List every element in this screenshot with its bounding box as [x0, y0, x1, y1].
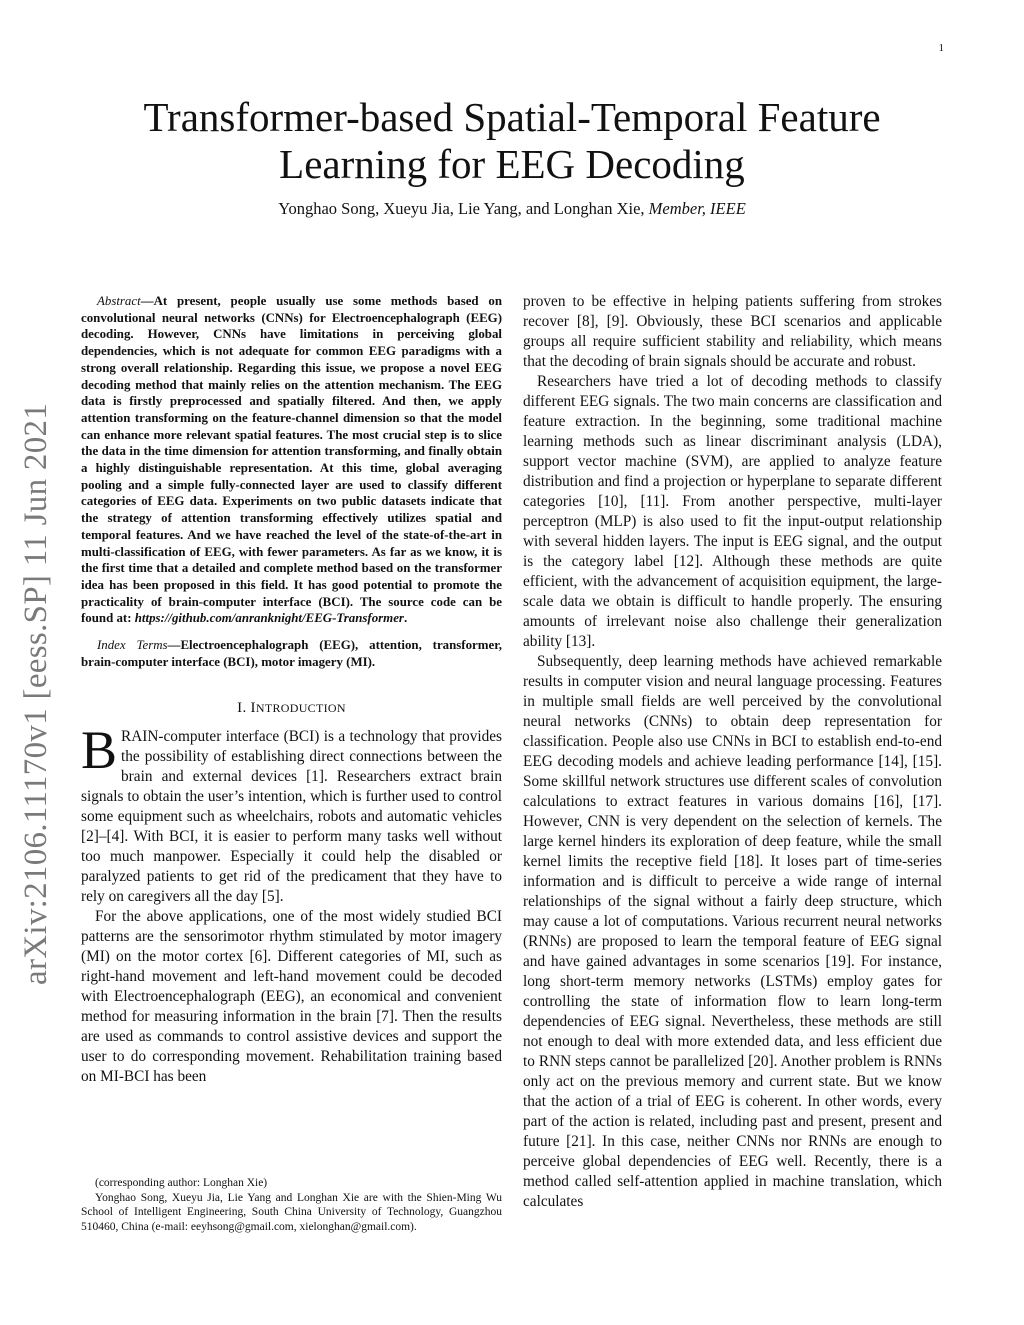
author-list: [100, 199, 924, 219]
index-terms-lead: Index Terms: [97, 638, 168, 653]
title-line-2: Learning for EEG Decoding: [279, 141, 745, 187]
intro-paragraph-1: [81, 720, 502, 907]
left-column: [81, 293, 502, 1087]
abstract-url[interactable]: https://github.com/anranknight/EEG-Transformer: [134, 611, 404, 626]
abstract-lead: Abstract: [97, 294, 141, 308]
title-line-1: Transformer-based Spatial-Temporal Feature: [143, 94, 881, 140]
index-terms-body: —Electroencephalograph (EEG), attention, transformer, brain-computer interface (BCI), motor imagery (MI).: [81, 638, 502, 669]
authors-names: Yonghao Song, Xueyu Jia, Lie Yang, and Longhan Xie,: [278, 199, 649, 218]
footnote: [81, 1176, 502, 1234]
right-paragraph-2: Researchers have tried a lot of decoding methods to classify different EEG signals. The two main concerns are classification and feature extraction. In the beginning, some traditional machine learning methods such as linear discriminant analysis (LDA), support vector machine (SVM), are applied to analyze feature distribution and find a projection or hyperplane to separate different categories [10], [11]. From another perspective, multi-layer perceptron (MLP) is also used to fit the input-output relationship with several hidden layers. The input is EEG signal, and the output is the category label [12]. Although these methods are quite efficient, with the advancement of acquisition equipment, the large-scale data we obtain is difficult to handle properly. The ensuring amounts of irrelevant noise also challenge their generalization ability [13].: [523, 373, 942, 650]
intro-paragraph-2: For the above applications, one of the most widely studied BCI patterns are the sensorimotor rhythm stimulated by motor imagery (MI) on the motor cortex [6]. Different categories of MI, such as right-hand movement and left-hand movement could be decoded with Electroencephalograph (EEG), an economical and convenient method for measuring information in the brain [7]. Then the results are used as commands to control assistive devices and support the user to do corresponding movement. Rehabilitation training based on MI-BCI has been: [81, 908, 502, 1086]
drop-cap: B: [81, 720, 118, 781]
section-heading-introduction: [81, 700, 502, 717]
abstract-end: .: [403, 611, 408, 626]
right-paragraph-3: Subsequently, deep learning methods have achieved remarkable results in computer vision and neural language processing. Features in multiple small fields are well perceived by the convolutional neural networks (CNNs) to obtain deep representation for classification. People also use CNNs in BCI to establish end-to-end EEG decoding models and achieve leading performance [14], [15]. Some skillful network structures use different scales of convolution calculations to extract features in various domains [16], [17]. However, CNN is very dependent on the selection of kernels. The large kernel hinders its exploration of deep feature, while the small kernel limits the receptive field [18]. It loses part of time-series information and is difficult to perceive a wide range of internal relationships of the signal without a fairly deep structure, which may cause a lot of computations. Various recurrent neural networks (RNNs) are proposed to learn the temporal feature of EEG signal and have gained advantages in some scenarios [19]. For instance, long short-term memory networks (LSTMs) employ gates for controlling the state of information flow to learn long-term dependencies of EEG signal. Nevertheless, these methods are still not enough to deal with more extended data, and less efficient due to RNN steps cannot be parallelized [20]. Another problem is RNNs only act on the previous memory and current state. But we know that the action of a trial of EEG is coherent. In other words, every part of the action is related, including past and present, present and future [21]. In this case, neither CNNs nor RNNs are enough to perceive global dependencies of EEG well. Recently, there is a method called self-attention applied in machine translation, which calculates: [523, 653, 942, 1210]
authors-membership: Member, IEEE: [648, 199, 746, 218]
right-column: [523, 292, 942, 1212]
right-paragraph-1: proven to be effective in helping patients suffering from strokes recover [8], [9]. Obviously, these BCI scenarios and applicable groups all require sufficient stability and reliability, which means that the decoding of brain signals should be accurate and robust.: [523, 293, 942, 370]
page-number: 1: [938, 42, 944, 54]
abstract-body: —At present, people usually use some methods based on convolutional neural networks (CNNs) for Electroencephalograph (EEG) decoding. However, CNNs have limitations in perceiving global dependencies, which is not adequate for common EEG paradigms with a strong overall relationship. Regarding this issue, we propose a novel EEG decoding method that mainly relies on the attention mechanism. The EEG data is firstly preprocessed and spatially filtered. And then, we apply attention transforming on the feature-channel dimension so that the model can enhance more relevant spatial features. The most crucial step is to slice the data in the time dimension for attention transforming, and finally obtain a highly distinguishable representation. At this time, global averaging pooling and a simple fully-connected layer are used to classify different categories of EEG data. Experiments on two public datasets indicate that the strategy of attention transforming effectively utilizes spatial and temporal features. And we have reached the level of the state-of-the-art in multi-classification of EEG, with fewer parameters. As far as we know, it is the first time that a detailed and complete method based on the transformer idea has been proposed in this field. It has good potential to promote the practicality of brain-computer interface (BCI). The source code can be found at:: [81, 294, 502, 626]
arxiv-stamp: arXiv:2106.11170v1 [eess.SP] 11 Jun 2021: [18, 402, 54, 985]
paper-title: [100, 94, 924, 188]
abstract: [81, 293, 502, 627]
intro-paragraph-1-text: RAIN-computer interface (BCI) is a technology that provides the possibility of establishing direct connections between the brain and external devices [1]. Researchers extract brain signals to obtain the user’s intention, which is further used to control some equipment such as wheelchairs, robots and automatic vehicles [2]–[4]. With BCI, it is easier to perform many tasks well without too much manpower. Especially it could help the disabled or paralyzed patients to get rid of the predicament that they have to rely on caregivers all the day [5].: [81, 728, 502, 906]
section-number: I. I: [237, 700, 256, 717]
footnote-corresponding: (corresponding author: Longhan Xie): [95, 1177, 268, 1189]
footnote-affiliation: Yonghao Song, Xueyu Jia, Lie Yang and Longhan Xie are with the Shien-Ming Wu School of Intelligent Engineering, South China University of Technology, Guangzhou 510460, China (e-mail: eeyhsong@gmail.com, xielonghan@gmail.com).: [81, 1191, 502, 1233]
index-terms: [81, 637, 502, 670]
section-title-rest: NTRODUCTION: [255, 701, 346, 716]
